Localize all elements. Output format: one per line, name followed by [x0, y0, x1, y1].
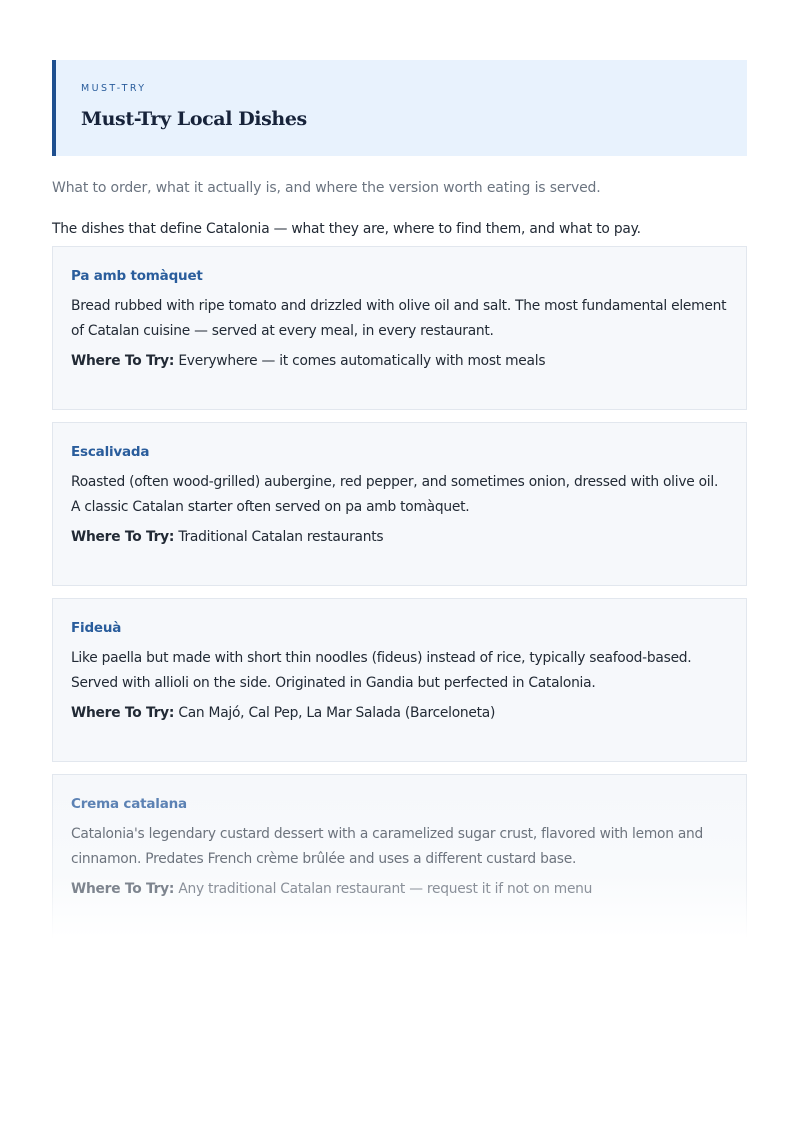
- dish-description: Bread rubbed with ripe tomato and drizzled with olive oil and salt. The most fundamental element of Catalan cuisine — served at every meal, in every restaurant.: [71, 298, 727, 339]
- where-value: Everywhere — it comes automatically with most meals: [178, 353, 546, 369]
- where-value: Any traditional Catalan restaurant — request it if not on menu: [178, 881, 593, 897]
- dish-where-to-try: [71, 352, 728, 370]
- section-header: [52, 60, 747, 156]
- dish-where-to-try: [71, 880, 728, 898]
- where-label: Where To Try:: [71, 705, 175, 721]
- dish-where-to-try: [71, 528, 728, 546]
- dish-card-crema-catalana: [52, 774, 747, 938]
- dish-description: Roasted (often wood-grilled) aubergine, red pepper, and sometimes onion, dressed with olive oil. A classic Catalan starter often served on pa amb tomàquet.: [71, 474, 719, 515]
- where-label: Where To Try:: [71, 353, 175, 369]
- section-subtitle: What to order, what it actually is, and where the version worth eating is served.: [52, 180, 601, 196]
- dish-list: [52, 246, 747, 938]
- where-label: Where To Try:: [71, 529, 175, 545]
- dish-name: Escalivada: [71, 444, 150, 460]
- section-intro: The dishes that define Catalonia — what they are, where to find them, and what to pay.: [52, 221, 641, 237]
- dish-name: Pa amb tomàquet: [71, 268, 203, 284]
- dish-card-escalivada: [52, 422, 747, 586]
- section-title: Must-Try Local Dishes: [81, 108, 307, 130]
- where-label: Where To Try:: [71, 881, 175, 897]
- dish-card-pa-amb-tomaquet: [52, 246, 747, 410]
- section-eyebrow: MUST-TRY: [81, 83, 147, 94]
- dish-where-to-try: [71, 704, 728, 722]
- dish-description: Catalonia's legendary custard dessert with a caramelized sugar crust, flavored with lemon and cinnamon. Predates French crème brûlée and uses a different custard base.: [71, 826, 704, 867]
- dish-card-fideua: [52, 598, 747, 762]
- dish-name: Fideuà: [71, 620, 122, 636]
- dish-name: Crema catalana: [71, 796, 187, 812]
- dish-description: Like paella but made with short thin noodles (fideus) instead of rice, typically seafood-based. Served with allioli on the side. Originated in Gandia but perfected in Catalonia.: [71, 650, 692, 691]
- page-content: [52, 60, 747, 950]
- where-value: Can Majó, Cal Pep, La Mar Salada (Barceloneta): [178, 705, 496, 721]
- where-value: Traditional Catalan restaurants: [178, 529, 384, 545]
